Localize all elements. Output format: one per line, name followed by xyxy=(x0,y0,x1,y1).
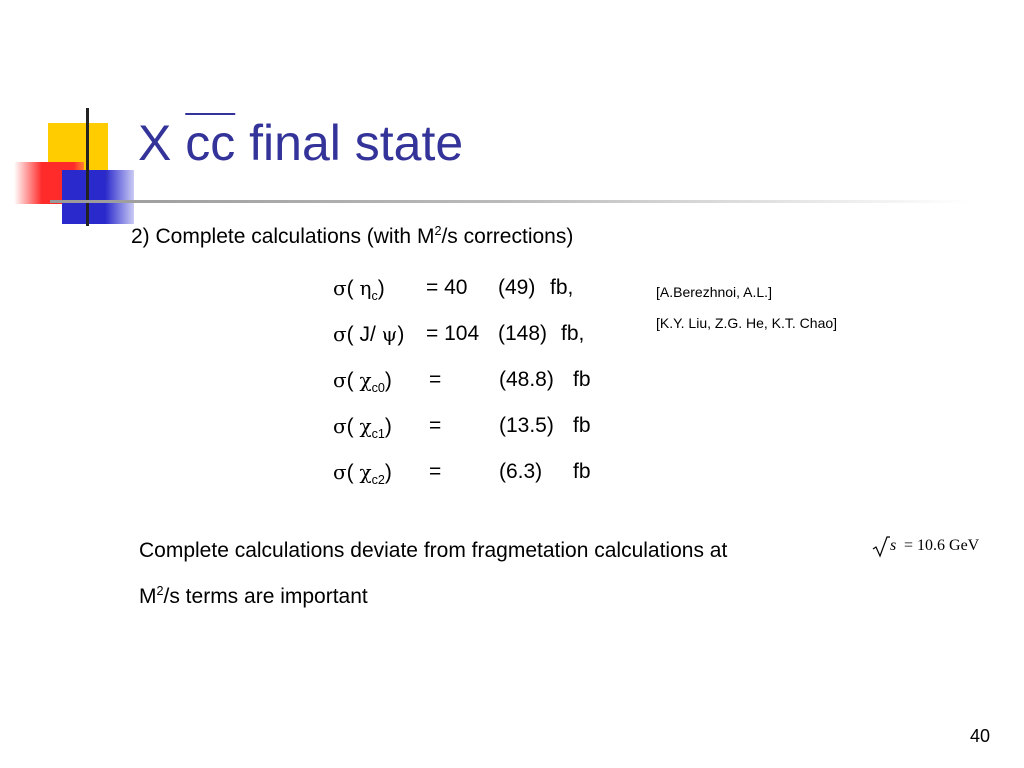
subtitle xyxy=(131,225,573,249)
open-paren: ( xyxy=(346,415,360,438)
particle-symbol: χ xyxy=(359,460,372,484)
formula-value: = 10.6 GeV xyxy=(904,537,980,554)
formula-s: s xyxy=(890,537,897,554)
close-paren: ) xyxy=(377,277,385,300)
particle-subscript: c0 xyxy=(371,381,385,396)
particle-subscript: c2 xyxy=(371,473,385,488)
sigma-symbol: σ xyxy=(333,322,347,346)
equals-sign: = xyxy=(429,460,442,483)
sigma-symbol: σ xyxy=(333,368,347,392)
subtitle-text: 2) Complete calculations (with M xyxy=(131,225,435,248)
equation-lhs xyxy=(333,319,404,350)
unit: fb xyxy=(573,460,591,483)
page-number: 40 xyxy=(969,726,990,746)
paren-value: (49) xyxy=(498,276,536,299)
equation-lhs xyxy=(333,365,392,396)
slide-title xyxy=(138,115,464,171)
close-paren: ) xyxy=(384,369,392,392)
sigma-symbol: σ xyxy=(333,460,347,484)
title-cc: $\overline{cc}$ xyxy=(185,115,236,171)
equals-sign: = xyxy=(429,368,442,391)
equation-lhs xyxy=(333,457,392,488)
decor-blue-square xyxy=(62,170,134,224)
open-paren: ( J/ xyxy=(346,323,382,346)
particle-symbol: χ xyxy=(359,414,372,438)
sigma-symbol: σ xyxy=(333,414,347,438)
paren-value: (48.8) xyxy=(499,368,554,391)
subtitle-end: /s corrections) xyxy=(441,225,574,248)
unit: fb, xyxy=(561,322,585,345)
close-paren: ) xyxy=(384,461,392,484)
reference-1: [A.Berezhnoi, A.L.] xyxy=(656,284,772,300)
title-prefix: X xyxy=(138,115,186,171)
particle-symbol: ψ xyxy=(381,322,398,346)
unit: fb xyxy=(573,414,591,437)
particle-subscript: c xyxy=(371,289,378,304)
equals-value: = 104 xyxy=(426,322,480,345)
decor-vertical-line xyxy=(86,108,89,226)
title-underline-rule xyxy=(50,200,970,203)
equals-sign: = xyxy=(429,414,442,437)
subtitle-sup: 2 xyxy=(434,224,442,238)
particle-symbol: χ xyxy=(359,368,372,392)
close-paren: ) xyxy=(397,323,405,346)
particle-symbol: η xyxy=(359,276,372,300)
title-suffix: final state xyxy=(235,115,464,171)
conclusion-line-2-end: /s terms are important xyxy=(163,585,368,608)
conclusion-line-2 xyxy=(139,585,368,609)
paren-value: (148) xyxy=(498,322,548,345)
conclusion-line-2-text: M xyxy=(139,585,157,608)
equals-value: = 40 xyxy=(426,276,468,299)
unit: fb xyxy=(573,368,591,391)
conclusion-line-2-sup: 2 xyxy=(156,584,164,598)
equation-lhs xyxy=(333,273,385,304)
unit: fb, xyxy=(550,276,574,299)
equation-lhs xyxy=(333,411,392,442)
open-paren: ( xyxy=(346,461,360,484)
reference-2: [K.Y. Liu, Z.G. He, K.T. Chao] xyxy=(656,315,838,331)
conclusion-line-1: Complete calculations deviate from fragmetation calculations at xyxy=(139,539,728,562)
sqrt-sign-icon xyxy=(872,535,890,559)
open-paren: ( xyxy=(346,369,360,392)
sigma-symbol: σ xyxy=(333,276,347,300)
paren-value: (6.3) xyxy=(499,460,543,483)
paren-value: (13.5) xyxy=(499,414,554,437)
particle-subscript: c1 xyxy=(371,427,385,442)
open-paren: ( xyxy=(346,277,360,300)
close-paren: ) xyxy=(384,415,392,438)
